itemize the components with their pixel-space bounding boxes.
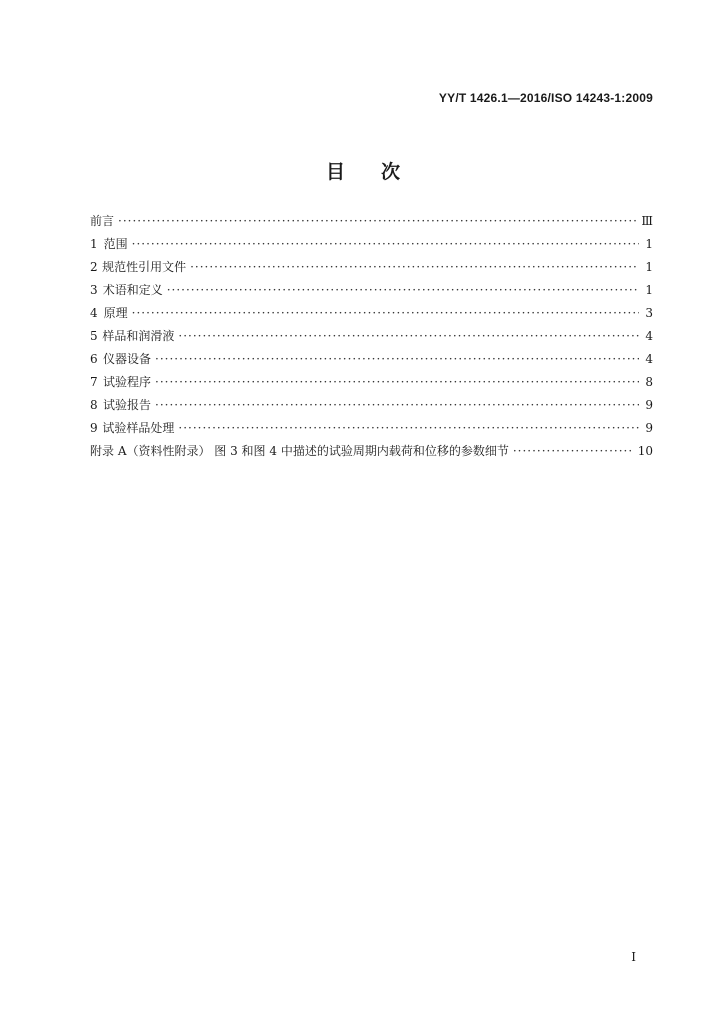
toc-leader-dots [178, 329, 639, 343]
toc-leader-dots [513, 444, 634, 458]
toc-entry-number: 2 [90, 260, 98, 274]
toc-entry-3[interactable] [90, 281, 653, 304]
toc-leader-dots [178, 421, 639, 435]
toc-entry-2[interactable] [90, 258, 653, 281]
toc-entry-page: 9 [645, 398, 653, 412]
toc-entry-8[interactable] [90, 396, 653, 419]
toc-entry-label: 试验报告 [103, 398, 152, 412]
toc-entry-9[interactable] [90, 419, 653, 442]
toc-entry-label: 试验样品处理 [102, 421, 175, 435]
toc-entry-label: 试验程序 [103, 375, 152, 389]
toc-entry-number: 8 [90, 398, 98, 412]
page-number-footer: I [631, 950, 636, 964]
toc-entry-number: 5 [90, 329, 98, 343]
toc-entry-label: 范围 [103, 237, 128, 251]
toc-entry-number: 3 [90, 283, 98, 297]
toc-entry-page: 3 [645, 306, 653, 320]
toc-entry-label: 规范性引用文件 [102, 260, 187, 274]
toc-entry-number: 7 [90, 375, 98, 389]
toc-entry-number: 1 [90, 237, 98, 251]
toc-entry-preface[interactable] [90, 212, 653, 235]
toc-entry-label: 仪器设备 [103, 352, 152, 366]
toc-leader-dots [190, 260, 639, 274]
toc-entry-1[interactable] [90, 235, 653, 258]
toc-leader-dots [118, 214, 637, 228]
toc-leader-dots [155, 398, 639, 412]
toc-leader-dots [155, 352, 639, 366]
toc-entry-annex-a[interactable] [90, 442, 653, 465]
toc-entry-label: 附录 A（资料性附录） 图 3 和图 4 中描述的试验周期内载荷和位移的参数细节 [90, 444, 509, 458]
toc-entry-page: 8 [645, 375, 653, 389]
title-char-1: 目 [325, 161, 345, 183]
toc-entry-6[interactable] [90, 350, 653, 373]
toc-entry-4[interactable] [90, 304, 653, 327]
toc-entry-5[interactable] [90, 327, 653, 350]
page-title [0, 157, 726, 184]
toc-entry-page: 1 [645, 283, 653, 297]
toc-entry-page: 1 [645, 260, 653, 274]
toc-entry-page: 9 [645, 421, 653, 435]
toc-entry-page: 1 [645, 237, 653, 251]
toc-entry-page: 4 [645, 329, 653, 343]
toc-entry-label: 前言 [90, 214, 115, 228]
toc-entry-label: 原理 [103, 306, 128, 320]
toc-entry-page: 10 [637, 444, 653, 458]
toc-leader-dots [167, 283, 639, 297]
toc-entry-page: Ⅲ [641, 214, 653, 228]
toc-entry-number: 6 [90, 352, 98, 366]
toc-entry-number: 9 [90, 421, 98, 435]
toc-leader-dots [132, 237, 639, 251]
toc-entry-7[interactable] [90, 373, 653, 396]
toc-entry-label: 术语和定义 [102, 283, 163, 297]
toc-leader-dots [155, 375, 639, 389]
toc-entry-label: 样品和润滑液 [102, 329, 175, 343]
standard-code-header: YY/T 1426.1—2016/ISO 14243-1:2009 [438, 91, 653, 105]
toc-leader-dots [132, 306, 639, 320]
toc-entry-number: 4 [90, 306, 98, 320]
table-of-contents [90, 212, 653, 465]
title-char-2: 次 [381, 161, 401, 183]
toc-entry-page: 4 [645, 352, 653, 366]
